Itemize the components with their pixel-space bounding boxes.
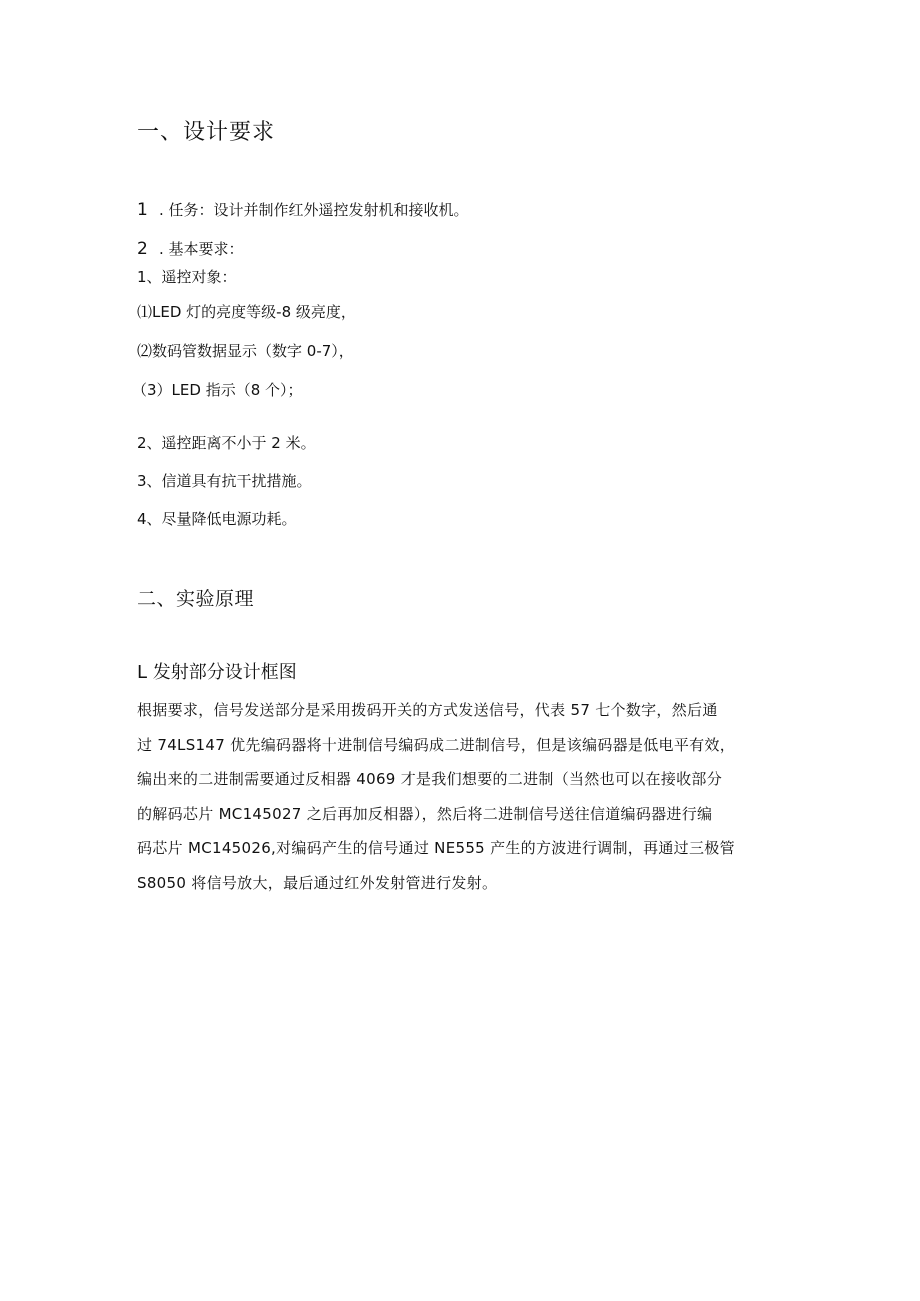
- paragraph-line: 的解码芯片 MC145027 之后再加反相器），然后将二进制信号送往信道编码器进行编: [137, 804, 713, 823]
- task-text: . 任务：设计并制作红外遥控发射机和接收机。: [159, 201, 469, 219]
- section2-title: 二、实验原理: [137, 588, 255, 610]
- sub-item-2: ⑵数码管数据显示（数字 0-7），: [137, 342, 354, 360]
- basic-requirements-line: [137, 239, 244, 259]
- paragraph-line: 编出来的二进制需要通过反相器 4069 才是我们想要的二进制（当然也可以在接收部分: [137, 770, 723, 789]
- paragraph-line: 码芯片 MC145026,对编码产生的信号通过 NE555 产生的方波进行调制，再通过三极管: [137, 839, 735, 858]
- section1-title: 一、设计要求: [137, 120, 276, 145]
- sub-item-1: ⑴LED 灯的亮度等级-8 级亮度，: [137, 303, 356, 321]
- basic-number: 2: [137, 239, 148, 259]
- principle-paragraph: [137, 693, 787, 901]
- basic-text: . 基本要求：: [159, 240, 244, 258]
- sub-item-3: （3）LED 指示（8 个）；: [132, 381, 303, 399]
- paragraph-line: 过 74LS147 优先编码器将十进制信号编码成二进制信号，但是该编码器是低电平有效，: [137, 735, 736, 754]
- item3-line: 3、信道具有抗干扰措施。: [137, 472, 312, 490]
- task-line: [137, 200, 469, 220]
- item4-line: 4、尽量降低电源功耗。: [137, 510, 297, 528]
- paragraph-line: 根据要求，信号发送部分是采用拨码开关的方式发送信号，代表 57 七个数字，然后通: [137, 701, 718, 719]
- item1-line: 1、遥控对象：: [137, 268, 237, 286]
- item2-line: 2、遥控距离不小于 2 米。: [137, 434, 316, 452]
- section2-subtitle: L 发射部分设计框图: [137, 662, 297, 683]
- paragraph-line: S8050 将信号放大，最后通过红外发射管进行发射。: [137, 873, 498, 892]
- task-number: 1: [137, 200, 148, 220]
